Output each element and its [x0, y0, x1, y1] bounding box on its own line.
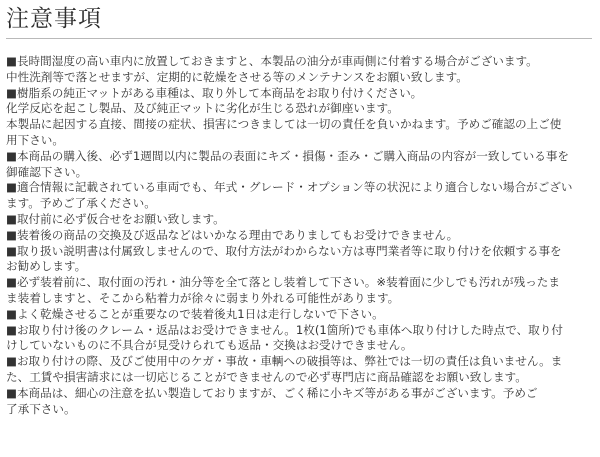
notice-line: ます。予めご了承ください。	[6, 196, 156, 211]
notice-line: ■お取り付け後のクレーム・返品はお受けできません。1枚(1箇所)でも車体へ取り付けした時点で、取り付	[6, 322, 563, 337]
notice-line: ■本商品の購入後、必ず1週間以内に製品の表面にキズ・損傷・歪み・ご購入商品の内容が一致している事を	[6, 148, 570, 163]
notice-line: 御確認下さい。	[6, 164, 88, 179]
notice-line: ■本商品は、細心の注意を払い製造しておりますが、ごく稀に小キズ等がある事がございます。予めご	[6, 385, 538, 400]
notice-line: 化学反応を起こし製品、及び純正マットに劣化が生じる恐れが御座います。	[6, 101, 399, 116]
notice-line: けしていないものに不具合が見受けられても返品・交換はお受けできません。	[6, 338, 413, 353]
notice-body	[6, 54, 594, 417]
notice-line: ■装着後の商品の交換及び返品などはいかなる理由でありましてもお受けできません。	[6, 227, 459, 242]
notice-line: 本製品に起因する直接、間接の症状、損害につきましては一切の責任を負いかねます。予めご確認の上ご使	[6, 117, 562, 132]
notice-line: ■必ず装着前に、取付面の汚れ・油分等を全て落とし装着して下さい。※装着面に少しでも汚れが残ったま	[6, 275, 560, 290]
notice-line: 了承下さい。	[6, 401, 76, 416]
notice-line: ■お取り付けの際、及びご使用中のケガ・事故・車輌への破損等は、弊社では一切の責任は負いません。ま	[6, 354, 563, 369]
notice-line: 用下さい。	[6, 132, 64, 147]
notice-line: ■よく乾燥させることが重要なので装着後丸1日は走行しないで下さい。	[6, 306, 384, 321]
notice-line: ま装着しますと、そこから粘着力が徐々に弱まり外れる可能性があります。	[6, 290, 400, 305]
notice-line: ■取付前に必ず仮合せをお願い致します。	[6, 211, 225, 226]
notice-line: 中性洗剤等で落とせますが、定期的に乾燥をさせる等のメンテナンスをお願い致します。	[6, 69, 468, 84]
notice-line: ■取り扱い説明書は付属致しませんので、取付方法がわからない方は専門業者等に取り付けを依頼する事を	[6, 243, 562, 258]
notice-line: お勧めします。	[6, 259, 87, 274]
notice-line: ■樹脂系の純正マットがある車種は、取り外して本商品をお取り付けください。	[6, 85, 423, 100]
title-divider	[6, 38, 592, 39]
notice-line: ■適合情報に記載されている車両でも、年式・グレード・オプション等の状況により適合しない場合がござい	[6, 180, 573, 195]
notice-title: 注意事項	[6, 6, 102, 32]
notice-line: た、工賃や損害請求には一切応じることができませんので必ず専門店に商品確認をお願い致します。	[6, 369, 527, 384]
notice-line: ■長時間湿度の高い車内に放置しておきますと、本製品の油分が車両側に付着する場合がございます。	[6, 54, 538, 68]
